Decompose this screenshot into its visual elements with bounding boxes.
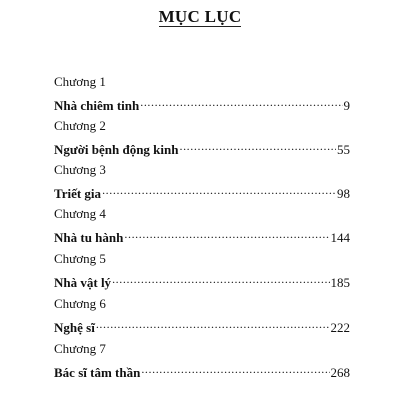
page-title: [0, 7, 400, 27]
dot-leader: [179, 138, 336, 154]
dot-leader: [124, 226, 329, 242]
chapter-label: Chương 5: [54, 251, 106, 266]
toc-title-line: [54, 138, 350, 157]
page-number: 268: [330, 365, 350, 380]
chapter-label: Chương 1: [54, 74, 106, 89]
toc-entry-2[interactable]: [54, 118, 350, 157]
chapter-label: Chương 7: [54, 341, 106, 356]
toc-title-line: [54, 271, 350, 290]
page-number: 55: [337, 142, 350, 157]
dot-leader: [141, 361, 329, 377]
toc-title-line: [54, 94, 350, 113]
page-number: 185: [330, 275, 350, 290]
dot-leader: [102, 182, 336, 198]
toc-title-line: [54, 182, 350, 201]
chapter-title: Nhà tu hành: [54, 230, 124, 245]
toc-title-line: [54, 226, 350, 245]
chapter-title: Nhà chiêm tinh: [54, 98, 140, 113]
toc-title-line: [54, 316, 350, 335]
toc-entry-3[interactable]: [54, 162, 350, 201]
dot-leader: [112, 271, 329, 287]
toc-heading: MỤC LỤC: [158, 7, 242, 26]
dot-leader: [96, 316, 330, 332]
chapter-label: Chương 4: [54, 206, 106, 221]
chapter-label: Chương 6: [54, 296, 106, 311]
toc-entry-6[interactable]: [54, 296, 350, 335]
chapter-title: Bác sĩ tâm thần: [54, 365, 141, 380]
chapter-title: Người bệnh động kinh: [54, 142, 179, 157]
page-number: 144: [330, 230, 350, 245]
chapter-title: Nhà vật lý: [54, 275, 112, 290]
page-number: 222: [330, 320, 350, 335]
chapter-label: Chương 3: [54, 162, 106, 177]
toc-entry-5[interactable]: [54, 251, 350, 290]
toc-title-line: [54, 361, 350, 380]
chapter-label: Chương 2: [54, 118, 106, 133]
toc-entry-4[interactable]: [54, 206, 350, 245]
dot-leader: [140, 94, 342, 110]
chapter-title: Triết gia: [54, 186, 102, 201]
page-number: 9: [343, 98, 350, 113]
chapter-title: Nghệ sĩ: [54, 320, 95, 335]
toc-entry-7[interactable]: [54, 341, 350, 380]
page-number: 98: [337, 186, 350, 201]
toc-entry-1[interactable]: [54, 74, 350, 113]
